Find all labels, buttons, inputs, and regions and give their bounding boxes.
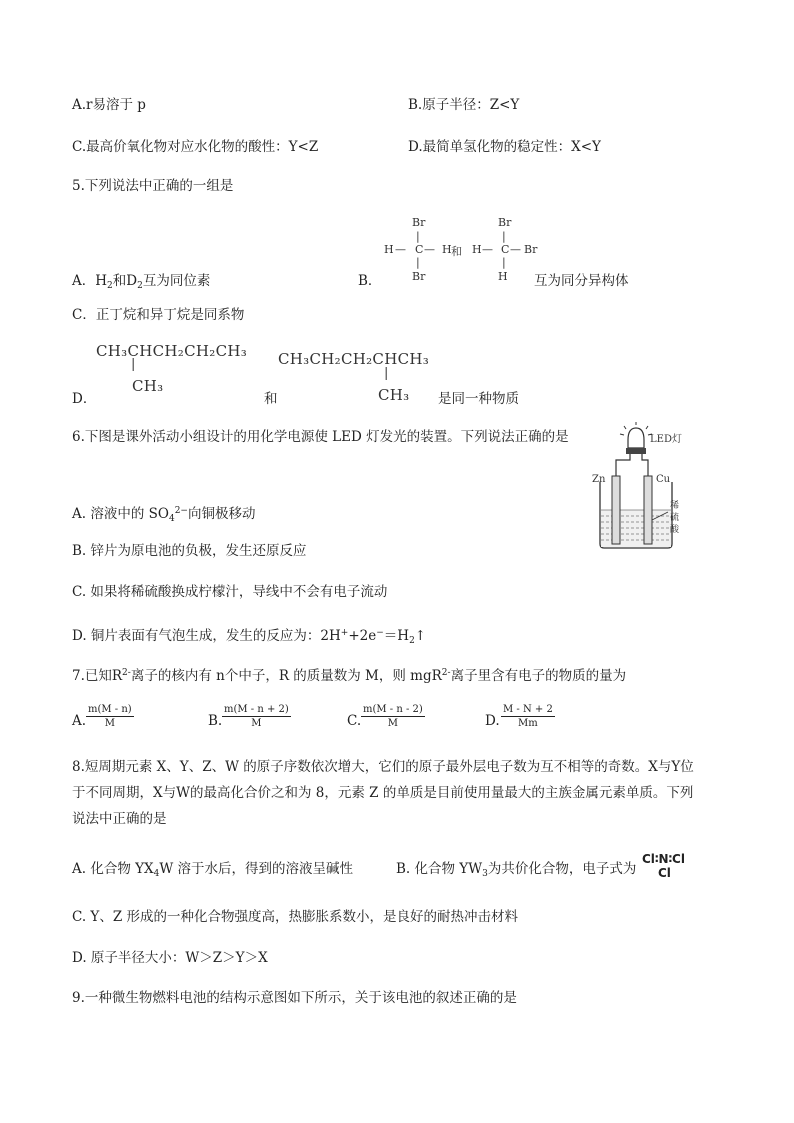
q5-stem: 5.下列说法中正确的一组是 [72,178,234,194]
q8-lewis-structure [642,852,685,880]
q7-option-b-label: B. [208,713,223,729]
q5-formula-1: CH₃CHCH₂CH₂CH₃ [96,342,248,360]
q5-option-d-and: 和 [264,391,278,407]
q8-option-c: C. Y、Z 形成的一种化合物强度高，热膨胀系数小，是良好的耐热冲击材料 [72,909,519,925]
acid-label-2: 硫 [670,513,680,523]
q5-formula-1-branch: CH₃ [132,377,164,395]
q7-option-c-label: C. [347,713,362,729]
q5-formula-2-branch: CH₃ [378,386,410,404]
q8-option-a: A. 化合物 $YX_4W$ 溶于水后，得到的溶液呈碱性 [72,861,354,879]
q6-stem: 6.下图是课外活动小组设计的用化学电源使 LED 灯发光的装置。下列说法正确的是 [72,429,569,445]
q6-apparatus-diagram [582,420,722,560]
q5-formula-1-bond: | [131,357,136,372]
q8-stem-line-1: 8.短周期元素 X、Y、Z、W 的原子序数依次增大，它们的原子最外层电子数为互不相等的奇数。X与Y位 [72,759,694,775]
q7-option-d-fraction: $\frac{M - N + 2}{Mm}$ [503,704,553,729]
q7-option-a-label: A. [72,713,87,729]
q9-stem: 9.一种微生物燃料电池的结构示意图如下所示，关于该电池的叙述正确的是 [72,990,517,1006]
q4-option-c: C.最高价氧化物对应水化物的酸性：Y<Z [72,139,319,155]
lewis-top: Cl∶N∶Cl [642,852,685,866]
q8-stem-line-3: 说法中正确的是 [72,811,167,827]
q7-option-d-label: D. [485,713,500,729]
q6-option-a: A. 溶液中的 $SO_4^{2-}$向铜极移动 [72,506,256,524]
q5-option-b-text: 互为同分异构体 [534,273,629,289]
q7-option-c-fraction: $\frac{m(M - n - 2)}{M}$ [363,704,423,729]
q5-option-a: A．$H_2$和$D_2$互为同位素 [72,273,211,291]
q5-option-d-label: D． [72,391,97,407]
q7-option-b-fraction: $\frac{m(M - n + 2)}{M}$ [224,704,289,729]
cu-label: Cu [656,474,671,485]
q8-option-d: D. 原子半径大小：W＞Z＞Y＞X [72,950,268,966]
q6-option-c: C. 如果将稀硫酸换成柠檬汁，导线中不会有电子流动 [72,584,388,600]
q6-option-d: D. 铜片表面有气泡生成，发生的反应为：$2H^++2e^-=H_2↑$ [72,628,427,646]
q5-formula-2-bond: | [384,366,389,381]
q5-option-b-label: B． [358,273,382,289]
q4-option-a: A.r易溶于 p [72,97,146,113]
zn-label: Zn [592,474,606,485]
acid-label-3: 酸 [670,525,680,535]
q5-formula-2: CH₃CH₂CH₂CHCH₃ [278,350,430,368]
q5-and-word: 和 [451,245,462,258]
q7-option-a-fraction: $\frac{m(M - n)}{M}$ [88,704,132,729]
q5-option-c: C．正丁烷和异丁烷是同系物 [72,307,245,323]
q5-structure-b: Br | H — C — Br | H [472,216,538,283]
q4-option-d: D.最简单氢化物的稳定性：X<Y [408,139,601,155]
q5-option-d-text: 是同一种物质 [438,391,519,407]
lewis-bottom: Cl [658,866,671,880]
q5-structure-a: Br | H — C — H | Br [384,216,452,283]
q8-option-b: B. 化合物 $YW_3$为共价化合物，电子式为 [396,861,637,879]
q4-option-b: B.原子半径：Z<Y [408,97,520,113]
acid-label-1: 稀 [670,501,680,511]
led-label: LED灯 [650,434,682,445]
q6-option-b: B. 锌片为原电池的负极，发生还原反应 [72,543,307,559]
led-bulb-icon [620,422,652,454]
q7-stem: 7.已知$R^{2-}$离子的核内有 n个中子，R 的质量数为 M，则 mgR$^{2-}$离子里含有电子的物质的量为 [72,668,627,684]
q8-stem-line-2: 于不同周期，X与W的最高化合价之和为 8，元素 Z 的单质是目前使用量最大的主族金属元素单质。下列 [72,785,694,801]
